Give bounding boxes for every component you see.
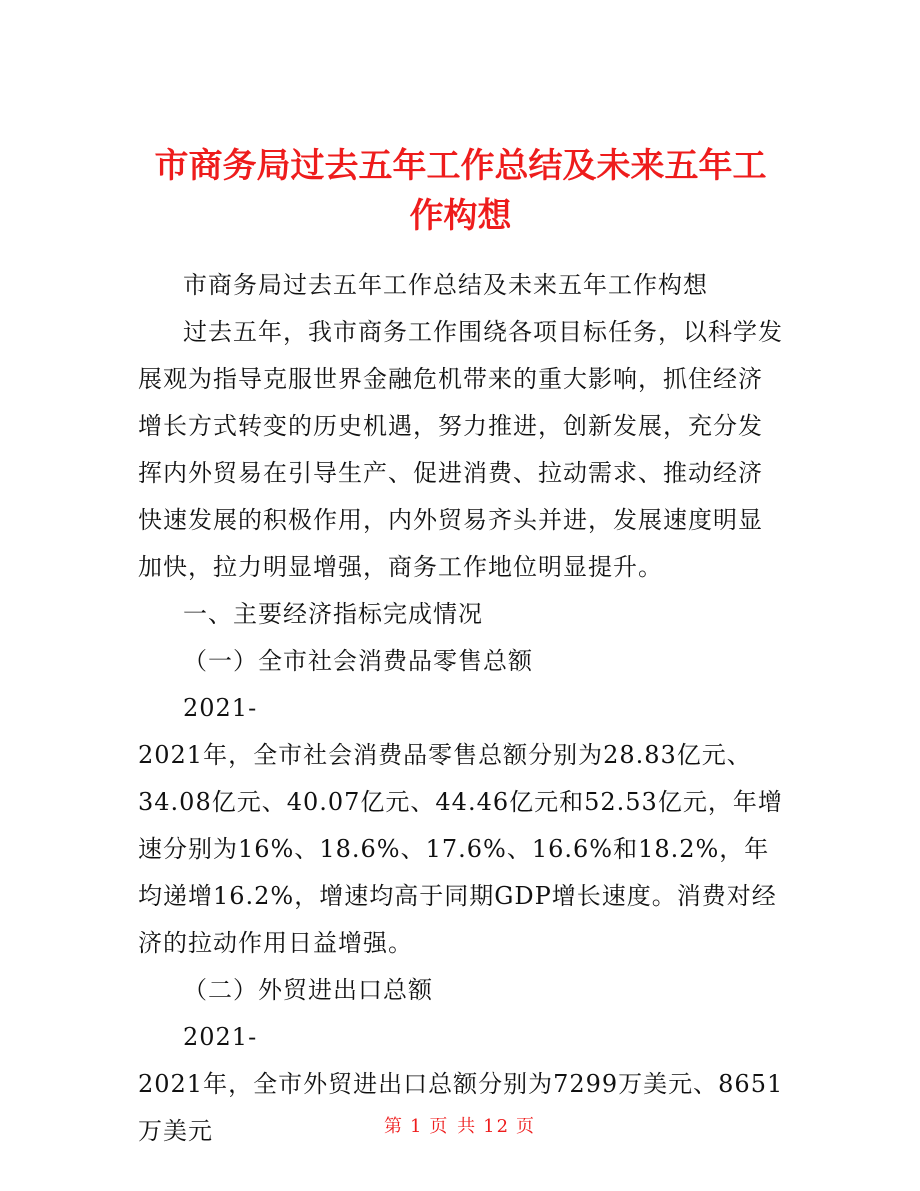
subsection-heading-2: （二）外贸进出口总额 [183,976,433,1004]
document-body [138,262,786,1155]
page-footer [0,1112,920,1138]
document-subtitle: 市商务局过去五年工作总结及未来五年工作构想 [183,271,708,299]
section-heading-1: 一、主要经济指标完成情况 [183,600,483,628]
total-page-number: 12 [483,1116,511,1137]
paragraph-intro: 过去五年，我市商务工作围绕各项目标任务，以科学发展观为指导克服世界金融危机带来的重大影响，抓住经济增长方式转变的历史机遇，努力推进，创新发展，充分发挥内外贸易在引导生产、促进消费、拉动需求、推动经济快速发展的积极作用，内外贸易齐头并进，发展速度明显加快，拉力明显增强，商务工作地位明显提升。 [138,318,783,581]
page-label-middle: 页 共 [429,1116,478,1137]
paragraph-retail-sales: 2021年，全市社会消费品零售总额分别为28.83亿元、34.08亿元、40.07亿元、44.46亿元和52.53亿元，年增速分别为16%、18.6%、17.6%、16.6%和18.2%，年均递增16.2%，增速均高于同期GDP增长速度。消费对经济的拉动作用日益增强。 [138,741,783,957]
page-label-suffix: 页 [516,1116,537,1137]
year-range-1: 2021- [183,694,258,722]
document-title: 市商务局过去五年工作总结及未来五年工作构想 [154,145,767,236]
subsection-heading-1: （一）全市社会消费品零售总额 [183,647,533,675]
paragraph-foreign-trade: 2021年，全市外贸进出口总额分别为7299万美元、8651万美元 [138,1070,784,1145]
page-label-prefix: 第 [383,1116,404,1137]
year-range-2: 2021- [183,1023,258,1051]
current-page-number: 1 [409,1116,424,1137]
